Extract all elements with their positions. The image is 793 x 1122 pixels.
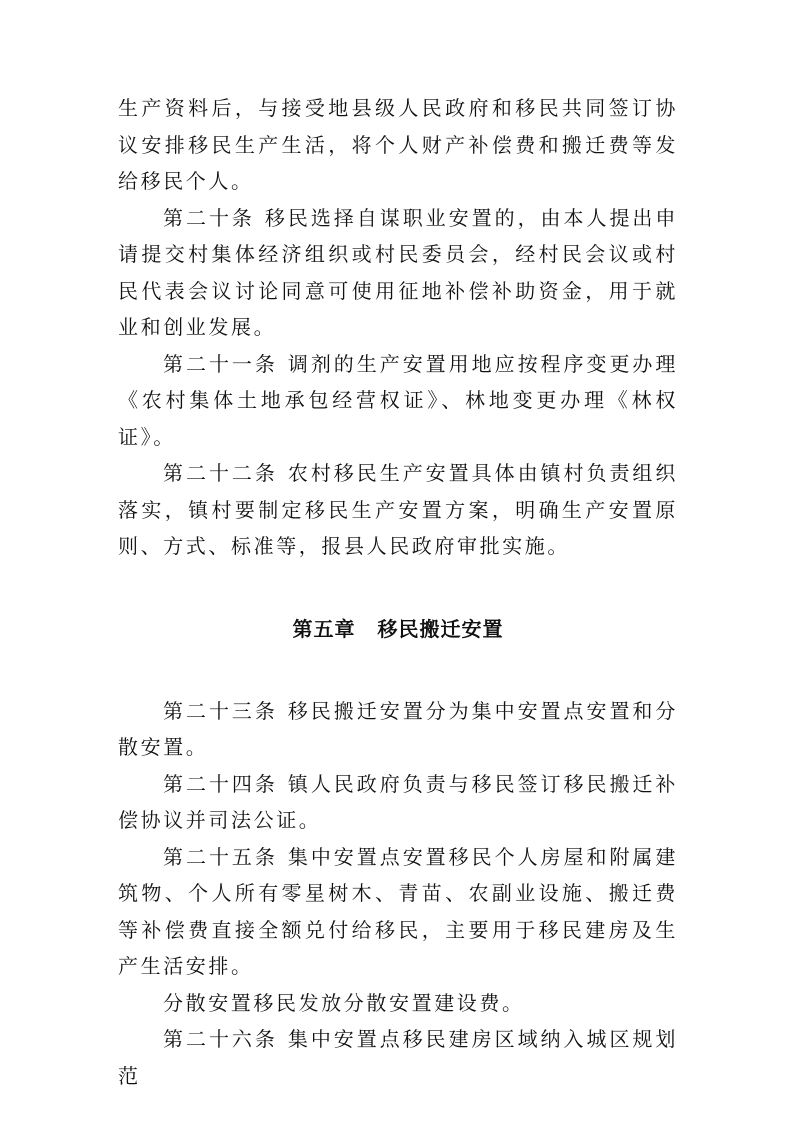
paragraph-dispersed <box>118 985 678 1022</box>
article-number: 第二十六条 <box>163 1027 278 1051</box>
document-page <box>118 90 678 1094</box>
article-text: 调剂的生产安置用地应按程序变更办理《农村集体土地承包经营权证》、林地变更办理《林权证》。 <box>118 351 678 449</box>
paragraph-text: 生产资料后，与接受地县级人民政府和移民共同签订协议安排移民生产生活，将个人财产补偿费和搬迁费等发给移民个人。 <box>118 96 678 193</box>
article-number: 第二十五条 <box>163 844 278 869</box>
chapter-number: 第五章 <box>292 616 356 641</box>
article-text: 移民选择自谋职业安置的，由本人提出申请提交村集体经济组织或村民委员会，经村民会议或村民代表会议讨论同意可使用征地补偿补助资金，用于就业和创业发展。 <box>118 205 678 339</box>
chapter-heading-block <box>118 611 678 647</box>
article-text: 集中安置点移民建房区域纳入城区规划范 <box>118 1027 678 1088</box>
article-21 <box>118 346 678 456</box>
article-text: 镇人民政府负责与移民签订移民搬迁补偿协议并司法公证。 <box>118 771 678 832</box>
article-number: 第二十三条 <box>163 698 278 723</box>
article-text: 移民搬迁安置分为集中安置点安置和分散安置。 <box>118 698 678 759</box>
article-24 <box>118 766 678 839</box>
article-22 <box>118 455 678 565</box>
article-number: 第二十条 <box>163 205 255 230</box>
article-26 <box>118 1021 678 1094</box>
article-23 <box>118 693 678 766</box>
chapter-heading <box>118 611 678 647</box>
paragraph-text: 分散安置移民发放分散安置建设费。 <box>163 990 525 1015</box>
article-text: 集中安置点安置移民个人房屋和附属建筑物、个人所有零星树木、青苗、农副业设施、搬迁费等补偿费直接全额兑付给移民，主要用于移民建房及生产生活安排。 <box>118 844 678 978</box>
article-number: 第二十四条 <box>163 771 278 796</box>
article-number: 第二十二条 <box>163 461 278 485</box>
article-text: 农村移民生产安置具体由镇村负责组织落实，镇村要制定移民生产安置方案，明确生产安置原则、方式、标准等，报县人民政府审批实施。 <box>118 461 678 558</box>
article-25 <box>118 839 678 985</box>
chapter-title: 移民搬迁安置 <box>377 616 504 641</box>
article-20 <box>118 200 678 346</box>
article-number: 第二十一条 <box>163 351 278 376</box>
paragraph-continuation <box>118 90 678 200</box>
